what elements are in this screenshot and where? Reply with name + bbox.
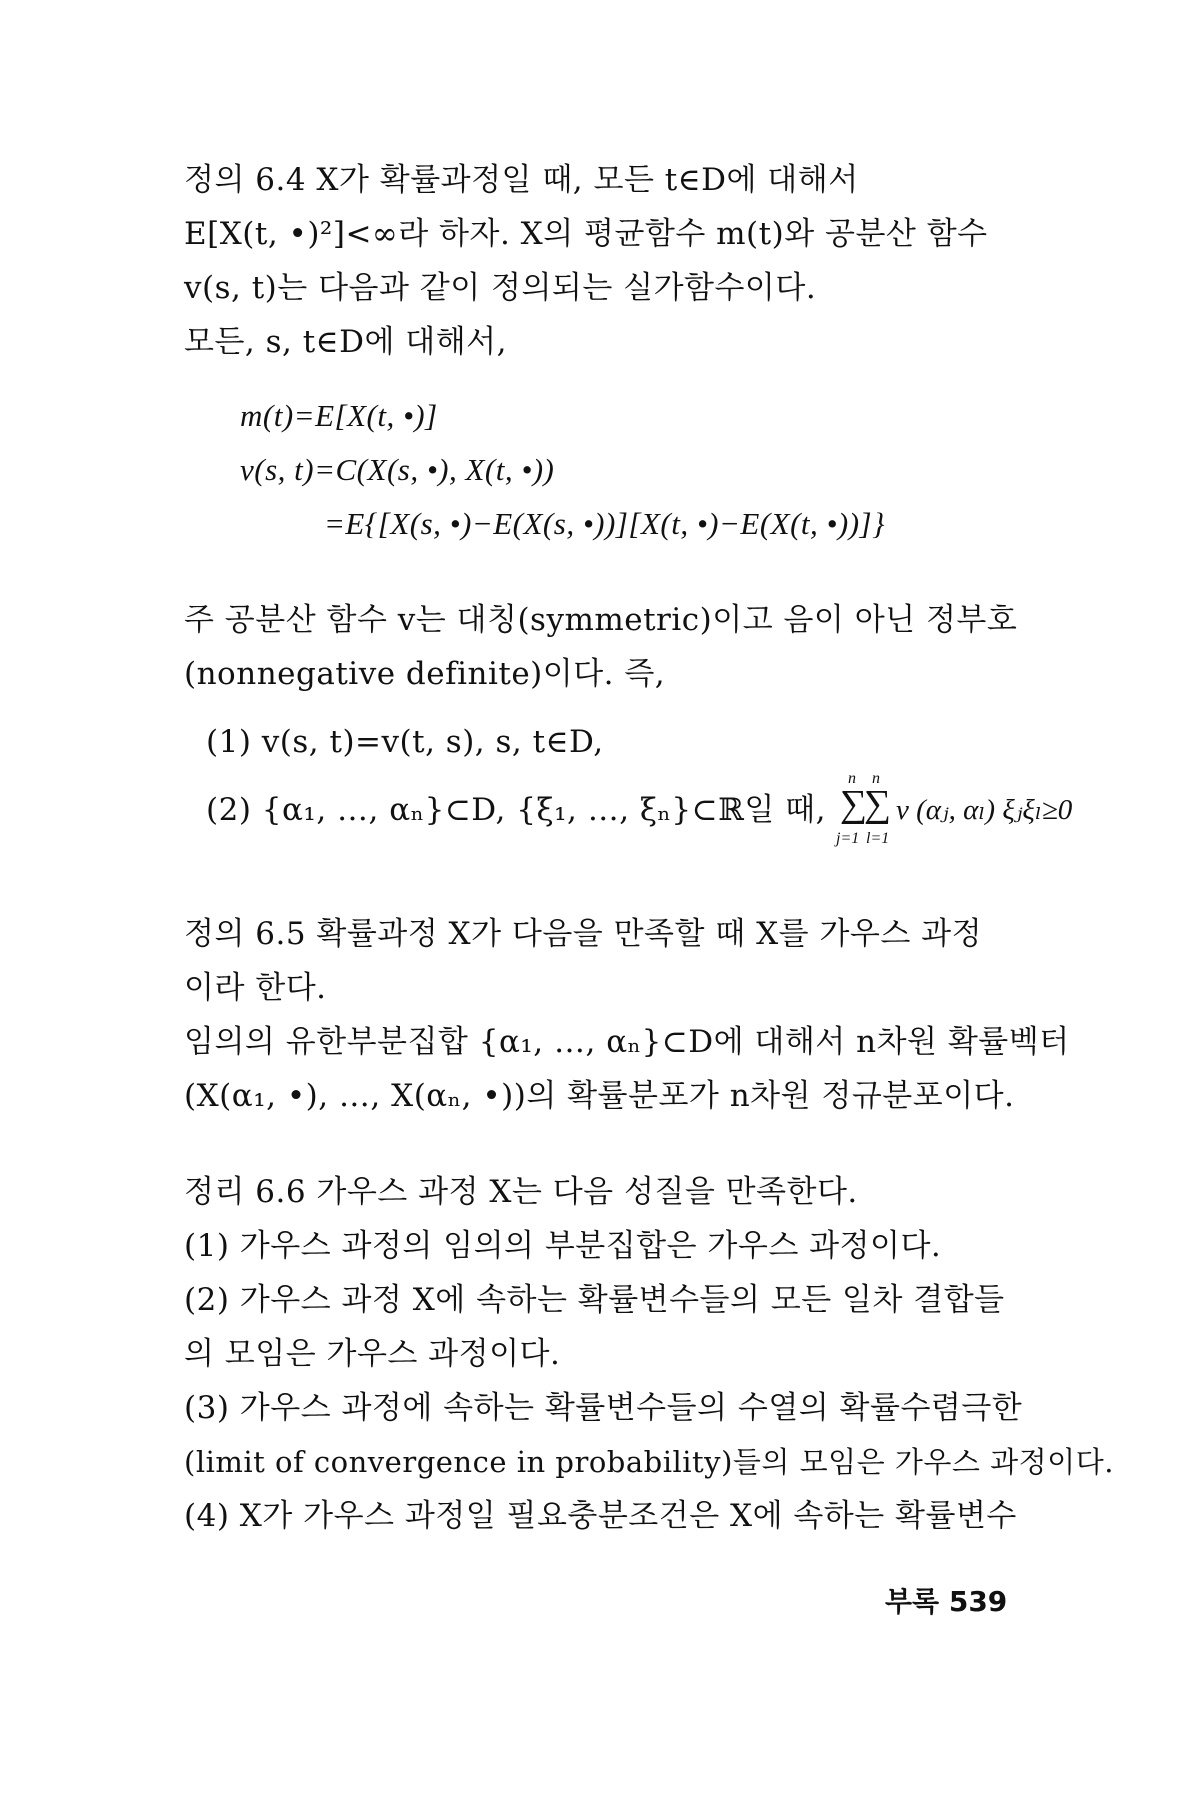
mean-function-equation: m(t)=E[X(t, •)] [240,398,438,433]
def-6-5-line-1: 정의 6.5 확률과정 X가 다음을 만족할 때 X를 가우스 과정 [184,916,983,952]
def-6-4-line-1: 정의 6.4 X가 확률과정일 때, 모든 t∈D에 대해서 [184,162,859,198]
sum-upper-n-1: n [848,770,856,787]
thm-6-6-line-7: (4) X가 가우스 과정일 필요충분조건은 X에 속하는 확률변수 [184,1498,1017,1534]
thm-6-6-line-5: (3) 가우스 과정에 속하는 확률변수들의 수열의 확률수렴극한 [184,1390,1023,1426]
def-6-4-line-3: v(s, t)는 다음과 같이 정의되는 실가함수이다. [184,270,817,306]
def-6-4-line-4: 모든, s, t∈D에 대해서, [184,324,507,360]
double-sum-expression [836,770,1073,850]
note-line-2: (nonnegative definite)이다. 즉, [184,656,666,692]
def-6-5-line-4: (X(α₁, •), …, X(αₙ, •))의 확률분포가 n차원 정규분포이다. [184,1078,1015,1114]
thm-6-6-line-4: 의 모임은 가우스 과정이다. [184,1336,561,1372]
sum-lower-l: l=1 [866,830,890,847]
thm-6-6-line-3: (2) 가우스 과정 X에 속하는 확률변수들의 모든 일차 결합들 [184,1282,1005,1318]
page-number: 부록 539 [885,1585,1008,1618]
sum-lower-j: j=1 [836,830,860,847]
def-6-5-line-2: 이라 한다. [184,970,327,1006]
covariance-expansion: =E{[X(s, •)−E(X(s, •))][X(t, •)−E(X(t, •))]} [324,506,886,541]
sum-upper-n-2: n [872,770,880,787]
sigma-symbol-2: ∑ [864,783,892,825]
note-item-1: (1) v(s, t)=v(t, s), s, t∈D, [206,724,604,760]
sigma-symbol-1: ∑ [840,783,868,825]
thm-6-6-line-2: (1) 가우스 과정의 임의의 부분집합은 가우스 과정이다. [184,1228,942,1264]
thm-6-6-line-1: 정리 6.6 가우스 과정 X는 다음 성질을 만족한다. [184,1174,858,1210]
note-line-1: 주 공분산 함수 v는 대칭(symmetric)이고 음이 아닌 정부호 [184,602,1018,638]
thm-6-6-line-6: (limit of convergence in probability)들의 모임은 가우스 과정이다. [184,1445,1114,1479]
def-6-4-line-2: E[X(t, •)²]<∞라 하자. X의 평균함수 m(t)와 공분산 함수 [184,216,988,252]
note-item-2: (2) {α₁, …, αₙ}⊂D, {ξ₁, …, ξₙ}⊂ℝ일 때, [206,792,826,828]
covariance-equation: v(s, t)=C(X(s, •), X(t, •)) [240,452,555,487]
sum-summand: v (αⱼ, αₗ) ξⱼξₗ≥0 [896,794,1073,826]
def-6-5-line-3: 임의의 유한부분집합 {α₁, …, αₙ}⊂D에 대해서 n차원 확률벡터 [184,1024,1070,1060]
